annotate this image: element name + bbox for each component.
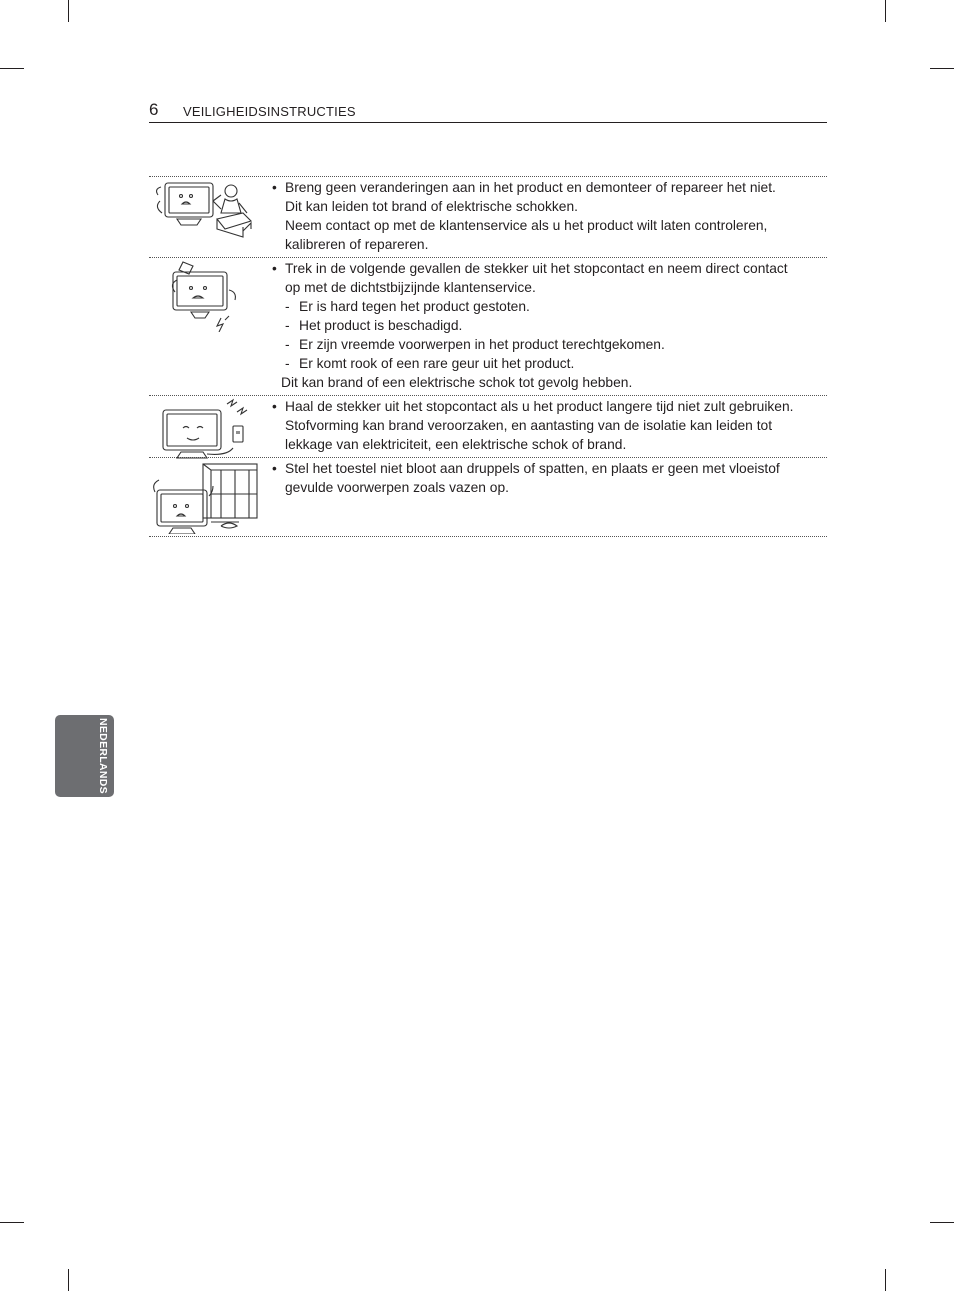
crop-mark-top-right (885, 0, 886, 22)
instruction-row-repair (149, 177, 827, 258)
bullet-item (272, 459, 827, 497)
text-line: • Stel het toestel niet bloot aan druppels of spatten, en plaats er geen met vloeistof (285, 461, 780, 476)
sub-item: - Het product is beschadigd. (272, 316, 827, 335)
language-tab-label: NEDERLANDS (97, 718, 109, 794)
text-line: op met de dichtstbijzijnde klantenservice. (285, 280, 536, 295)
instruction-row-long-absence (149, 396, 827, 458)
tv-unplugged-illustration (151, 398, 263, 462)
text-line: lekkage van elektriciteit, een elektrische schok of brand. (285, 437, 627, 452)
crop-mark-bottom-left (68, 1269, 69, 1291)
crop-mark-bottom-right (885, 1269, 886, 1291)
crop-mark-bottom-right-h (930, 1222, 954, 1223)
text-line: gevulde voorwerpen zoals vazen op. (285, 480, 509, 495)
tv-water-illustration (151, 460, 263, 534)
instruction-text (272, 458, 827, 500)
text-line: • Trek in de volgende gevallen de stekker uit het stopcontact en neem direct contact (285, 261, 788, 276)
sub-item: - Er zijn vreemde voorwerpen in het product terechtgekomen. (272, 335, 827, 354)
section-title: VEILIGHEIDSINSTRUCTIES (183, 104, 356, 119)
bullet-item (272, 178, 827, 254)
instruction-row-water (149, 458, 827, 537)
page-number: 6 (149, 100, 159, 119)
text-line: Neem contact op met de klantenservice als u het product wilt laten controleren, (285, 218, 768, 233)
text-line: Dit kan leiden tot brand of elektrische schokken. (285, 199, 578, 214)
instruction-text (272, 396, 827, 457)
tv-repair-illustration (151, 179, 263, 243)
text-line: • Haal de stekker uit het stopcontact als u het product langere tijd niet zult gebruiken. (285, 399, 794, 414)
consequence-note: Dit kan brand of een elektrische schok tot gevolg hebben. (281, 375, 633, 390)
page-header (149, 100, 827, 123)
text-line: Stofvorming kan brand veroorzaken, en aantasting van de isolatie kan leiden tot (285, 418, 773, 433)
text-line: • Breng geen veranderingen aan in het product en demonteer of repareer het niet. (285, 180, 776, 195)
sub-item: - Er komt rook of een rare geur uit het product. (272, 354, 827, 373)
crop-mark-top-right-h (930, 68, 954, 69)
sub-item: - Er is hard tegen het product gestoten. (272, 297, 827, 316)
bullet-item (272, 397, 827, 454)
crop-mark-bottom-left-h (0, 1222, 24, 1223)
text-line: kalibreren of repareren. (285, 237, 429, 252)
tv-impact-illustration (151, 260, 263, 332)
safety-instructions-list (149, 176, 827, 537)
instruction-text (272, 177, 827, 257)
crop-mark-top-left (68, 0, 69, 22)
instruction-row-unplug-service (149, 258, 827, 396)
bullet-item (272, 259, 827, 297)
instruction-text (272, 258, 827, 395)
crop-mark-top-left-h (0, 68, 24, 69)
